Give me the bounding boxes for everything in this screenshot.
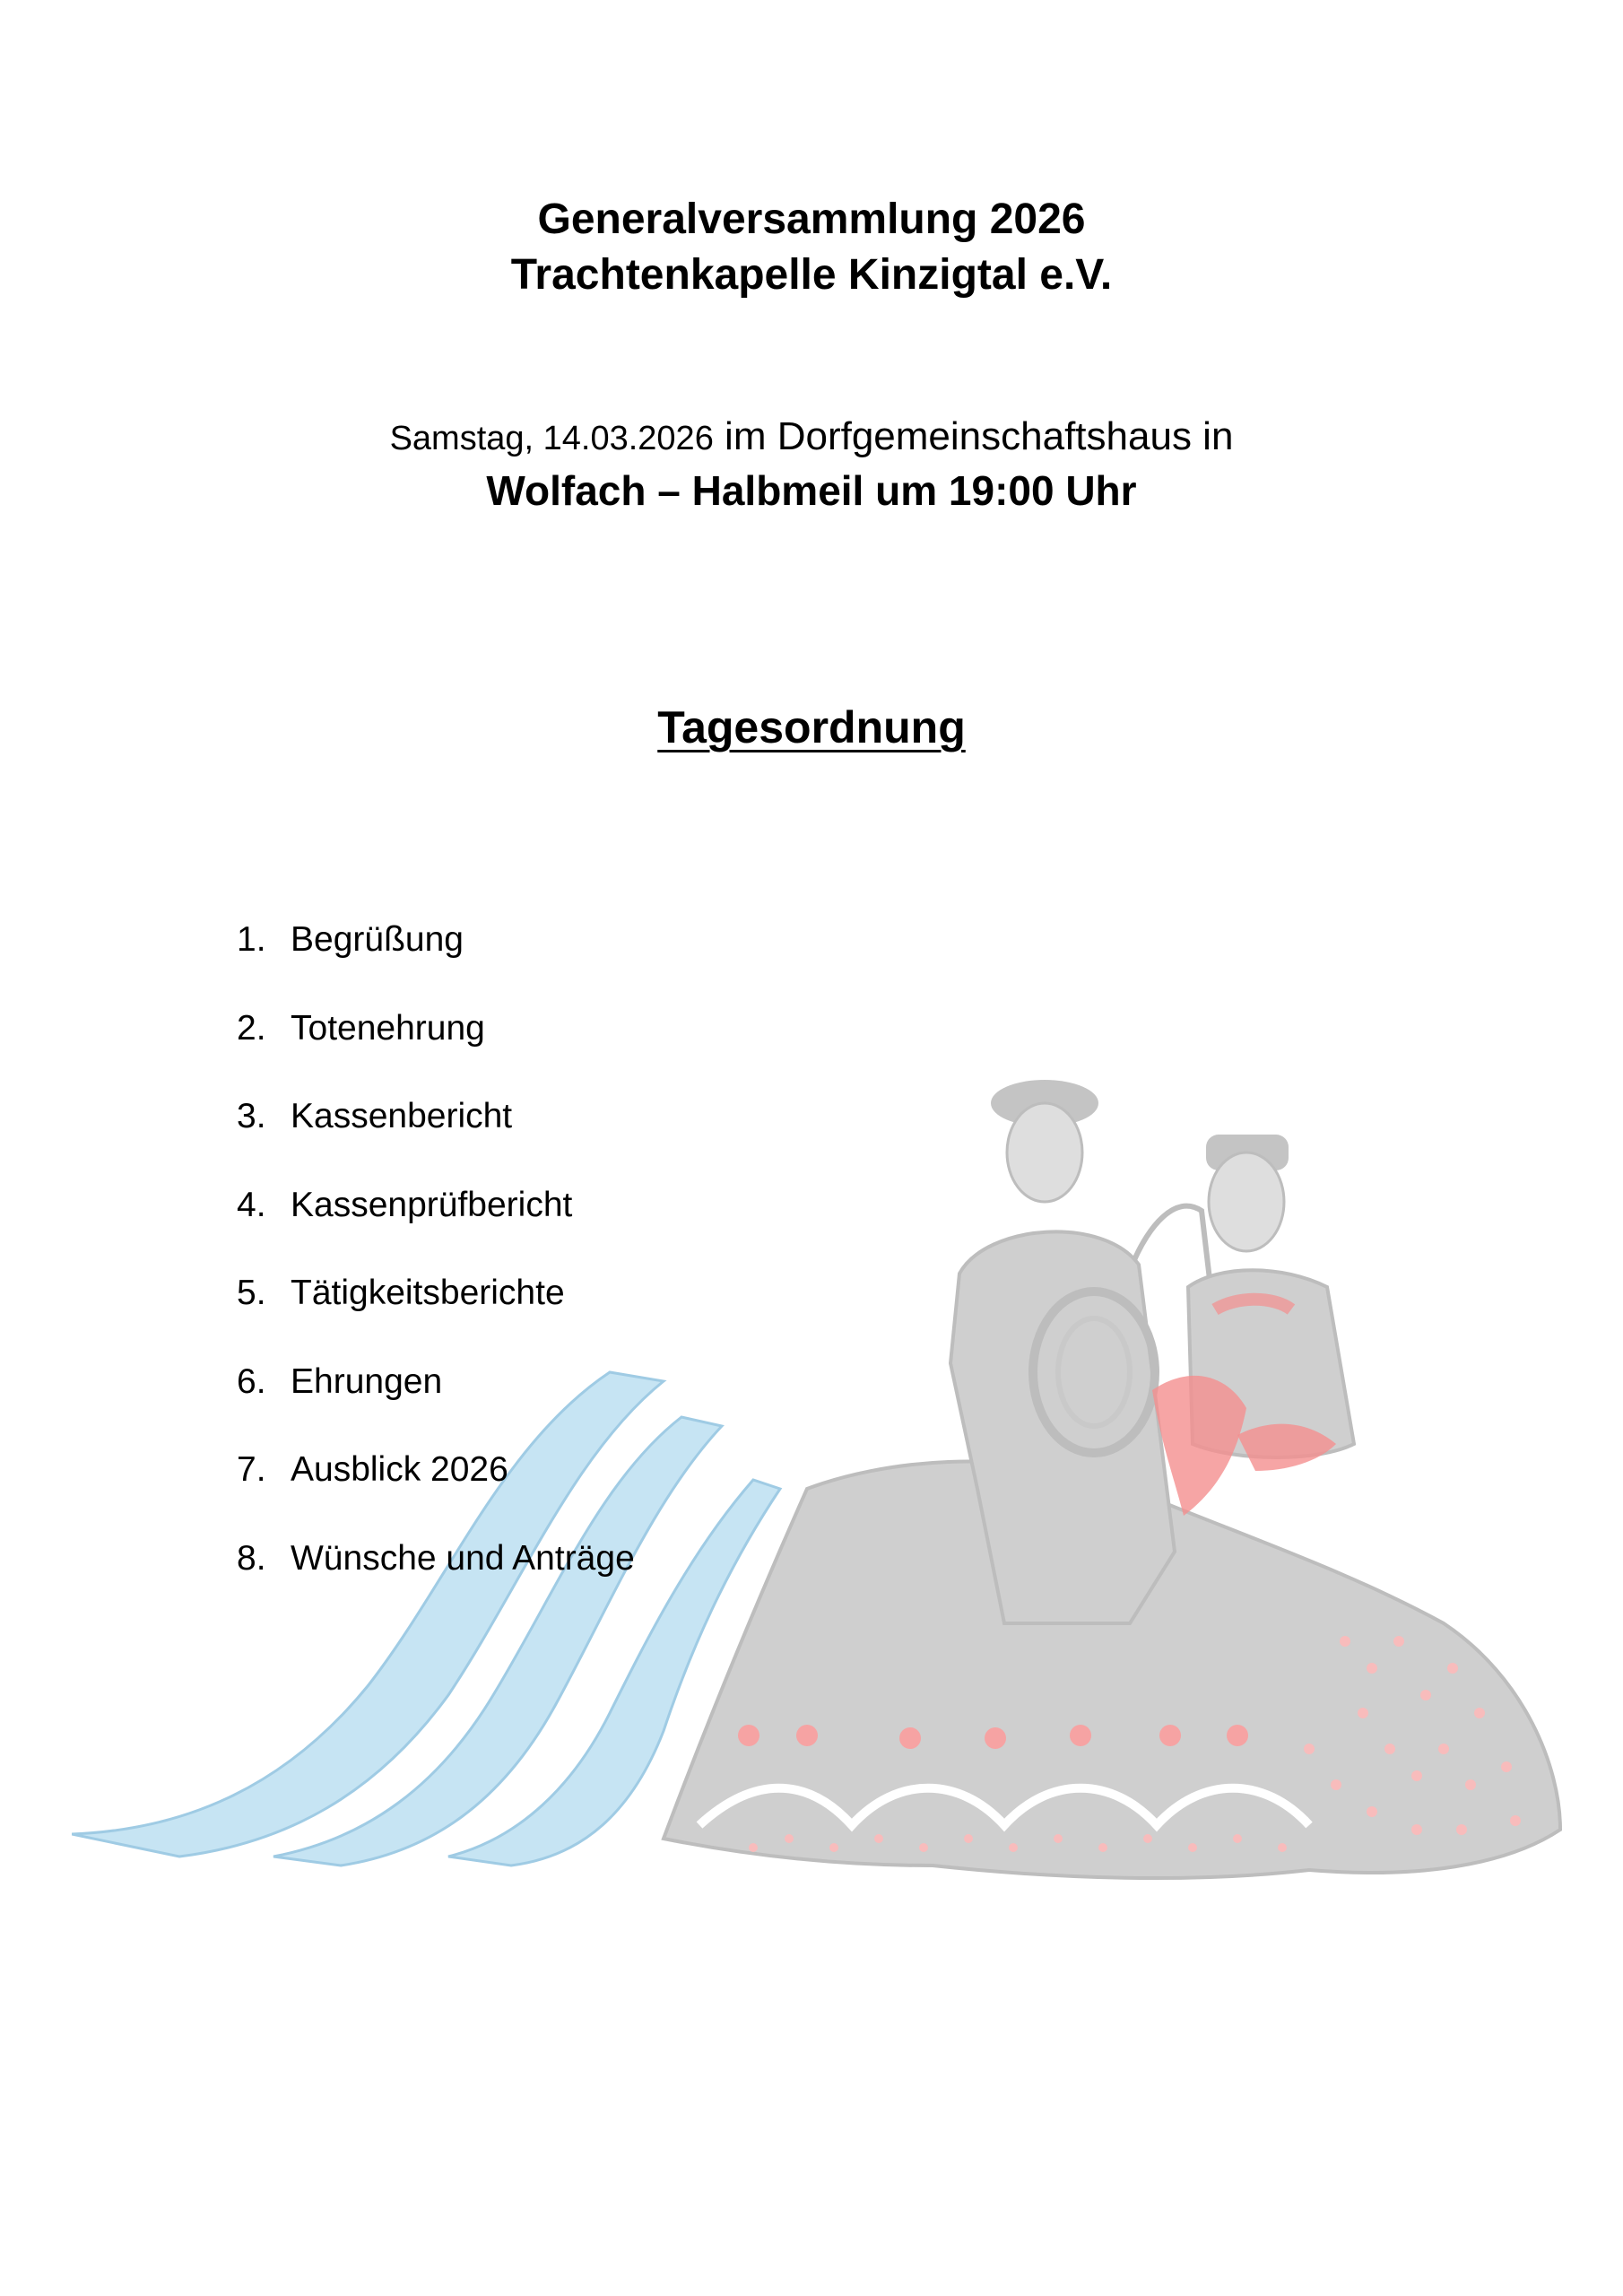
agenda-item-number: 5.: [237, 1274, 266, 1312]
agenda-item-number: 6.: [237, 1361, 266, 1401]
agenda-item-label: Kassenbericht: [291, 1097, 513, 1135]
agenda-item-3: [237, 1090, 635, 1178]
agenda-item-5: [237, 1266, 635, 1355]
event-place-time: Wolfach – Halbmeil um 19:00 Uhr: [486, 467, 1137, 514]
agenda-item-label: Wünsche und Anträge: [291, 1538, 635, 1578]
agenda-item-number: 3.: [237, 1097, 266, 1135]
agenda-item-2: [237, 1002, 635, 1091]
agenda-item-label: Ausblick 2026: [291, 1450, 508, 1489]
agenda-item-1: [237, 913, 635, 1002]
agenda-item-label: Totenehrung: [291, 1008, 485, 1048]
agenda-item-number: 1.: [237, 920, 266, 959]
agenda-item-label: Tätigkeitsberichte: [291, 1274, 565, 1312]
title-line-2: Trachtenkapelle Kinzigtal e.V.: [510, 251, 1113, 299]
document-title: [0, 192, 1623, 303]
title-line-1: Generalversammlung 2026: [537, 196, 1086, 243]
agenda-item-8: [237, 1532, 635, 1621]
agenda-item-number: 7.: [237, 1450, 266, 1489]
agenda-heading: Tagesordnung: [657, 702, 966, 752]
agenda-item-7: [237, 1443, 635, 1532]
agenda-item-4: [237, 1178, 635, 1267]
agenda-item-6: [237, 1355, 635, 1444]
agenda-item-number: 8.: [237, 1538, 266, 1578]
event-details: [0, 411, 1623, 517]
agenda-list: [237, 913, 635, 1620]
event-date-line: [0, 411, 1623, 465]
agenda-item-label: Begrüßung: [291, 920, 464, 959]
agenda-item-label: Kassenprüfbericht: [291, 1185, 573, 1224]
event-location: im Dorfgemeinschaftshaus in: [713, 414, 1234, 458]
event-date: Samstag, 14.03.2026: [389, 420, 714, 457]
agenda-item-number: 2.: [237, 1008, 266, 1048]
agenda-item-label: Ehrungen: [291, 1361, 443, 1401]
agenda-item-number: 4.: [237, 1185, 266, 1224]
